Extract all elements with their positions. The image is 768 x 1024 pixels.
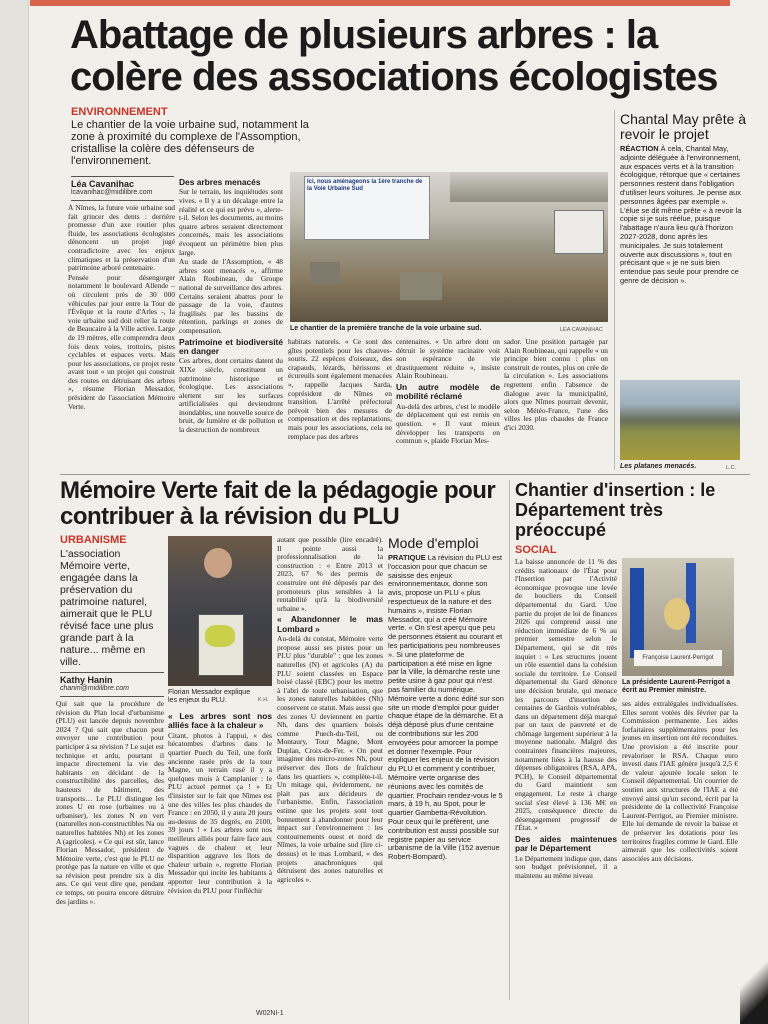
article2-lede: L'association Mémoire verte, engagée dans la préservation du patrimoine naturel, aimerait que le PLU révisé face une plus grande part à la nature... même en ville. — [60, 548, 154, 668]
president-photo-caption: La présidente Laurent-Perrigot a écrit au Premier ministre. — [622, 679, 731, 694]
sidebar1-lead: RÉACTION — [620, 144, 659, 153]
flag — [686, 563, 696, 643]
person-face — [204, 548, 232, 578]
author-name: Kathy Hanin — [60, 675, 113, 685]
article1-headline: Abattage de plusieurs arbres : la colère des associations écologistes — [70, 13, 718, 99]
article2-headline: Mémoire Verte fait de la pédagogie pour contribuer à la révision du PLU — [60, 477, 496, 530]
sidebar2-body-block — [388, 554, 504, 862]
sidebar1-body-block — [620, 145, 748, 286]
subhead-arbres-menaces: Des arbres menacés — [179, 177, 261, 187]
eu-flag — [630, 568, 644, 658]
map-shape — [205, 625, 235, 647]
subhead-allies-chaleur: « Les arbres sont nos alliés face à la chaleur » — [168, 711, 272, 731]
paragraph: À Nîmes, la future voie urbaine sud fait grincer des dents : derrière promesse d'un axe routier plus fluide, les associations écologistes dénoncent un projet jugé contradictoire avec les enjeux climatiques et la préservation d'un patrimoine arboré centenaire. — [68, 204, 175, 273]
paragraph: Citant, photos à l'appui, « des hécatombes d'arbres dans le quartier Puech du Teil, une forêt ancienne rasée près de la tour Magne, un terrain rasé il y a quelques mois à Camplanier : le PLU actuel permet ça ! » Et d'insister sur le fait que Nîmes est une des villes les plus chaudes de France : en 2050, il y aura 20 jours au-dessus de 35 degrés, en 2100, 39 jours ! « Les arbres sont nos meilleurs alliés pour faire face aux vagues de chaleur et leur disparition aggrave les îlots de chaleur urbain », regrette Florian Messador qui incite les habitants à apporter leur contribution à la révision du PLU pour l'infléchir — [168, 730, 272, 895]
byline-rule-top — [60, 672, 164, 673]
sidebar2-lead: PRATIQUE — [388, 553, 426, 562]
plane-trees-credit: L.C. — [726, 465, 737, 471]
article3-column-1 — [515, 558, 617, 1000]
construction-site-photo — [290, 172, 608, 322]
president-photo — [622, 558, 734, 676]
previous-page-edge — [0, 0, 29, 1024]
paragraph: Qui sait que la procédure de révision du Plan local d'urbanisme (PLU) est lancée depuis novembre 2024 ? Qui sait que chacun peut envoyer une contribution pour participer à sa révision ? Le sujet est technique et ardu, pourtant il impacte directement la vie des habitants en décidant de la constructibilité des parcelles, des hauteurs de bâtiment, des transports… Le PLU distingue les zones U en rose (urbaines ou à urbaniser), les zones N en vert (naturelles non-constructibles Na ou naturelles habitées Nh) et les zones A (agricoles). « Ce qui est sûr, lance Florian Messador, président de Mémoire verte, c'est que le PLU ne protège pas la nature en ville et que sa révision peut prendre six à dix ans. Ce qui veut dire que, pendant ce temps, on pourra encore détruire des jardins ». — [56, 700, 164, 906]
paragraph: centenaires. « Un arbre dont on détruit le système racinaire voit son espérance de vie drastiquement réduite », insiste Alain Roubineau. — [396, 338, 500, 381]
article3-column-2 — [622, 700, 738, 1000]
person-head — [664, 598, 690, 630]
subhead-mobilite: Un autre modèle de mobilité réclamé — [396, 381, 500, 402]
author-email[interactable]: lcavanihac@midilibre.com — [71, 189, 153, 196]
article1-column-5 — [504, 338, 608, 470]
florian-photo-caption: Florian Messador explique les enjeux du PLU. — [168, 689, 251, 704]
project-sign — [304, 176, 430, 240]
column-divider — [614, 110, 615, 470]
paragraph: sador. Une position partagée par Alain Roubineau, qui rappelle « un principe bien connu : plus on construit de routes, plus on crée de la circulation ». Les associations regrettent enfin l'absence de dialogue avec la municipalité, alors que Nîmes pourrait devenir, selon Météo-France, l'une des villes les plus chaudes de France d'ici 2030. — [504, 338, 608, 432]
byline-rule-bottom — [71, 200, 174, 201]
paragraph: Pensée pour désengorger notamment le boulevard Allende – où circulent près de 30 000 véhicules par jour entre la Tour de l'Évêque et la route d'Arles -, la voie urbaine sud doit relier la route de Beaucaire à la Ville active. Large de 19 mètres, elle comprendra deux fois deux voies, trottoirs, pistes cyclables et espaces verts. Mais pour les associations, ce projet reste avant tout « un projet qui construit des routes en détruisant des arbres », résume Florian Messador, président de l'association Mémoire Verte. — [68, 272, 175, 411]
construction-photo-caption: Le chantier de la première tranche de la voie urbaine sud. — [290, 325, 482, 332]
sidebar1-body: À cela, Chantal May, adjointe déléguée à l'environnement, aux espaces verts et à la transition écologique, rétorque que « certaines personnes restent dans l'obligation d'utiliser leurs voitures. Je pense aux personnes âgées par exemple ». L'élue se dit même prête « à revoir la copie si je suis réélue, puisque l'abattage n'aura lieu qu'à l'horizon 2027-2028, donc après les municipales. Je suis totalement ouverte aux discussions », tout en précisant que « je ne suis bien entendue pas seule pour prendre ce genre de décision ». — [620, 144, 742, 285]
section-divider — [60, 474, 750, 475]
article2-column-3 — [277, 536, 383, 1000]
sign-text: Ici, nous aménageons la 1ère tranche de la Voie Urbaine Sud — [307, 179, 423, 192]
byline-rule-bottom — [60, 696, 164, 697]
article2-byline — [60, 675, 164, 693]
column-divider — [509, 480, 510, 1000]
author-email[interactable]: chanin@midilibre.com — [60, 685, 129, 692]
site-cabin — [554, 210, 604, 254]
article1-column-3 — [288, 338, 392, 470]
article2-column-1 — [56, 700, 164, 1000]
sidebar2-body: La révision du PLU est l'occasion pour que chacun se saisisse des enjeux environnementaux, donne son avis, propose un PLU « plus respectueux de la nature et des humains », insiste Florian Messador, qui a créé Mémoire verte. « On s'est aperçu que peu de personnes étaient au courant et les participations peu nombreuses ». Si une plateforme de participation a été mise en ligne par la Ville, la démarche reste une petite usine à gaz pour qui n'est pas familier du numérique. Mémoire verte a donc édité sur son site un mode d'emploi pour guider chaque étape de la démarche. Et a déjà déposé plus d'une centaine de contributions sur les 200 envoyées pour amorcer la pompe et donner l'exemple. Pour expliquer les enjeux de la révision du PLU et comment y contribuer, Mémoire verte organise des réunions avec les comités de quartier. Prochain rendez-vous le 5 mars, à 19 h, au Spot, pour le quartier Gambetta-Révolution. Pour ceux qui le préfèrent, une contribution est aussi possible sur registre papier au service urbanisme de la Ville (152 avenue Robert-Bompard). — [388, 553, 504, 862]
page-fold-shadow — [740, 960, 768, 1024]
florian-photo-credit: K.H. — [258, 697, 269, 703]
plane-trees-caption: Les platanes menacés. — [620, 463, 697, 470]
plane-trees-photo — [620, 380, 740, 460]
article1-kicker: ENVIRONNEMENT — [71, 106, 168, 118]
page-code: W02NI-1 — [256, 1010, 284, 1017]
sidebar-mode-emploi — [388, 536, 504, 862]
paragraph: Le Département indique que, dans son budget prévisionnel, il a maintenu au même niveau — [515, 853, 617, 880]
paragraph: habitats naturels. « Ce sont des gîtes potentiels pour les chauves-souris. 22 espèces d'oiseaux, des crapauds, lézards, hérissons et écureuils sont également menacées », rappelle Jacques Sarda, coprésident de Nîmes en transition. L'arrêté préfectoral prévoit bien des mesures de compensation et des replantations, mais pour les associations, cela ne remplace pas des arbres — [288, 338, 392, 441]
construction-photo-credit: LÉA CAVANIHAC — [560, 327, 603, 333]
paragraph: La baisse annoncée de 11 % des crédits nationaux de l'État pour l'Insertion par l'Activité économique provoque une levée de boucliers du Conseil départemental du Gard. Une partie du projet de loi de finances 2026 qui comprend aussi une réduction immédiate de 6 % au premier semestre selon le Département, qui se dit très inquiet : « Les structures jouent un rôle essentiel dans la cohésion sociale du territoire. Le Conseil départemental du Gard dénonce une décision brutale, qui menace les parcours d'insertion de centaines de Gardois vulnérables, dans un département déjà marqué par un taux de pauvreté et de chômage largement supérieur à la moyenne nationale. Malgré des contraintes financières majeures, notamment liées à la hausse des dépenses obligatoires (RSA, APA, PCH), le Conseil départemental du Gard maintient son engagement. Le reste à charge social s'est élevé à 136 M€ en 2025, conséquence directe du désengagement progressif de l'État. » — [515, 558, 617, 833]
plu-document — [198, 614, 244, 676]
article3-kicker: SOCIAL — [515, 544, 557, 556]
sidebar1-title: Chantal May prête à revoir le projet — [620, 111, 747, 142]
article1-column-2 — [179, 176, 283, 470]
paragraph: Au-delà du constat, Mémoire verte propose aussi ses pistes pour un PLU plus "durable" : que les zones naturelles (N) et agricoles (A) du PLU soient classées en Espace boisé classé (EBC) pour les mettre à l'abri de toute urbanisation, que les zones naturelles habitées (Nh) conservent ce statut. Mais aussi que des zones U deviennent en partie Nh, dans des quartiers boisés comme Puech-du-Teil, ou Montaury, Tour Magne, Mont Duplan, Croix-de-Fer. « On peut imaginer des micro-zones Nh, pour préserver des îlots de fraîcheur dans les quartiers », complète-t-il. Un mitage qui, évidemment, ne plait pas aux décideurs de l'urbanisme. Enfin, l'association estime que les projets sont tout bonnement à abandonner pour leur impact sur l'environnement : les contournements ouest et nord de Nîmes, la voie urbaine sud (lire ci-dessus) et le mas Lombard, « des projets anachroniques qui détruisent des zones naturelles et agricoles ». — [277, 634, 383, 884]
paragraph: Au-delà des arbres, c'est le modèle de déplacement qui est remis en question. « Il vaut mieux développer les transports en commun », plaide Florian Mes- — [396, 401, 500, 446]
paragraph: ses aides extralégales individualisées. Elles seront votées dès février par la Commission permanente. Les aides forfaitaires supplémentaires pour les jeunes en insertion ont été reconduites. Une provision a été inscrite pour revaloriser le RSA. Chaque euro investi dans l'IAE génère jusqu'à 2,5 € de valeur ajoutée locale selon le Conseil départemental. Un courrier de soutien aux structures de l'IAE a été envoyé ainsi qu'un second, écrit par la présidente de la collectivité Françoise Laurent-Perrigot, au Premier ministre. Elle lui demande de revoir la baisse et de préserver les dotations pour les territoires fragiles comme le Gard. Elle aimerait que les collectivités soient associées aux décisions. — [622, 700, 738, 863]
byline-rule-top — [71, 176, 174, 177]
subhead-aides: Des aides maintenues par le Département — [515, 834, 617, 854]
article1-byline — [71, 179, 174, 197]
paragraph: Ces arbres, dont certains datent du XIXe siècle, constituent un patrimoine historique et écologique. Les associations alertent sur les surfaces artificialisées qui deviendront inondables, une nouvelle source de bruit, de lumière et de pollution et la destruction de nombreux — [179, 356, 283, 435]
background-trees — [450, 172, 608, 202]
nameplate: Françoise Laurent-Perrigot — [634, 650, 722, 666]
article1-column-4 — [396, 338, 500, 470]
paragraph: Au stade de l'Assomption, « 48 arbres sont menacés », affirme Alain Roubineau, du Groupe national de surveillance des arbres. Certains seraient abattus pour le passage de la voie, d'autres fragilisés par les bassins de rétention, parkings et zones de compensation. — [179, 257, 283, 335]
author-name: Léa Cavanihac — [71, 179, 135, 189]
paragraph: Sur le terrain, les inquiétudes sont vives. « Il y a un décalage entre la réalité et ce qui est prévu », alerte-t-il. Selon les documents, au moins quatre arbres seraient directement concernés, mais les associations évoquent un périmètre bien plus large. — [179, 187, 283, 257]
article3-headline: Chantier d'insertion : le Département très préoccupé — [515, 480, 716, 540]
sidebar-chantal-may — [620, 112, 748, 286]
concrete-block — [310, 262, 340, 284]
article1-lede: Le chantier de la voie urbaine sud, notamment la zone à proximité du complexe de l'Assomption, cristallise la colère des défenseurs de l'environnement. — [71, 119, 309, 167]
article1-column-1 — [68, 204, 175, 470]
article2-kicker: URBANISME — [60, 534, 127, 546]
article2-column-2 — [168, 710, 272, 1000]
top-color-band — [30, 0, 730, 6]
subhead-mas-lombard: « Abandonner le mas Lombard » — [277, 614, 383, 634]
paragraph: autant que possible (lire encadré). Il pointe aussi la professionnalisation de la construction : « Entre 2013 et 2023, 67 % des permis de construire ont été déposés par des promoteurs plus sensibles à la rentabilité qu'à la biodiversité urbaine ». — [277, 536, 383, 613]
concrete-block — [400, 272, 442, 300]
florian-messador-photo — [168, 536, 272, 686]
sidebar2-title: Mode d'emploi — [388, 535, 479, 551]
subhead-patrimoine: Patrimoine et biodiversité en danger — [179, 336, 283, 356]
